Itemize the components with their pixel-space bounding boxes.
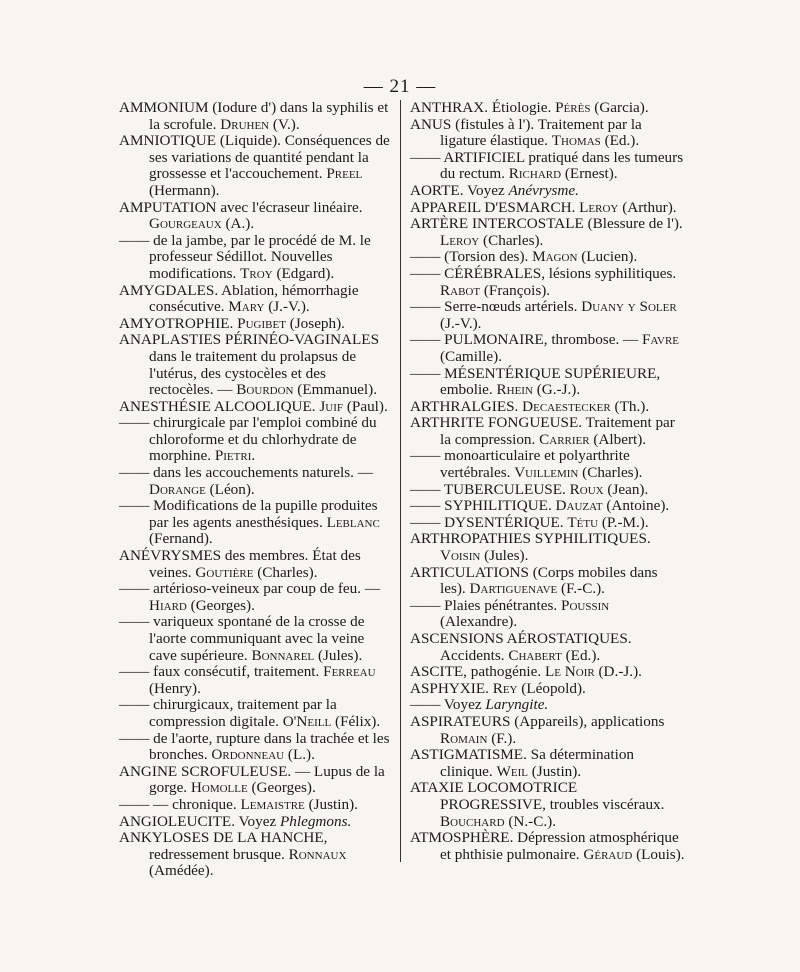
- entry-tail: (Paul).: [343, 397, 388, 415]
- index-entry: [410, 498, 686, 515]
- entry-author: Decaestecker: [522, 397, 611, 415]
- entry-tail: (Albert).: [589, 430, 647, 448]
- entry-tail: (V.).: [269, 115, 300, 133]
- index-entry: [119, 100, 391, 133]
- entry-text: (fistules à l'). Traitement par la ligature élastique.: [440, 115, 642, 150]
- entry-heading: APPAREIL: [410, 198, 481, 216]
- entry-text: AÉROSTATIQUES. Accidents.: [440, 630, 632, 664]
- entry-text: — chronique.: [149, 795, 241, 813]
- index-column-right: [410, 100, 686, 863]
- entry-heading: ——: [410, 148, 441, 166]
- entry-text: Voyez: [463, 181, 509, 199]
- entry-tail: (J.-V.).: [264, 298, 310, 316]
- entry-text: Voyez: [235, 812, 280, 830]
- entry-heading: ——: [119, 497, 150, 515]
- entry-text: FONGUEUSE. Traitement par la compression.: [440, 414, 675, 448]
- index-entry: [119, 764, 391, 797]
- entry-tail: (Edgard).: [272, 264, 335, 282]
- entry-author: Magon: [532, 248, 578, 266]
- entry-author: Dorange: [149, 480, 206, 498]
- entry-author: Carrier: [539, 430, 590, 448]
- entry-heading: ATMOSPHÈRE.: [410, 829, 514, 847]
- index-entry: [119, 581, 391, 614]
- entry-text: SYPHILITIQUES.: [530, 530, 651, 548]
- entry-heading: AORTE.: [410, 181, 464, 199]
- entry-tail: Phlegmons.: [280, 812, 352, 830]
- entry-author: O'Neill: [282, 712, 332, 730]
- entry-text: Modifications de la pupille produites par les agents anesthésiques.: [149, 497, 378, 531]
- entry-text: Plaies pénétrantes.: [440, 596, 561, 614]
- entry-tail: (Camille).: [440, 347, 502, 365]
- entry-author: Ordonneau: [211, 746, 285, 764]
- entry-tail: (Antoine).: [602, 497, 670, 515]
- entry-text: Dépression atmosphérique et phthisie pulmonaire.: [440, 829, 679, 863]
- entry-tail: (F.-C.).: [557, 580, 605, 598]
- entry-text: LOCOMOTRICE PROGRESSIVE, troubles viscéraux.: [440, 779, 665, 813]
- entry-heading: ——: [410, 298, 441, 316]
- entry-author: Preel: [326, 165, 363, 183]
- entry-author: Rhein: [496, 381, 533, 399]
- entry-text: Ablation, hémorrhagie consécutive.: [149, 281, 359, 316]
- entry-text: Étiologie.: [488, 99, 556, 116]
- column-divider: [400, 100, 401, 862]
- entry-author: Pietri: [214, 447, 252, 465]
- index-entry: [410, 332, 686, 365]
- index-entry: [410, 515, 686, 532]
- entry-heading: ASPIRATEURS: [410, 712, 511, 730]
- index-entry: [119, 332, 391, 398]
- entry-author: Juif: [319, 397, 344, 415]
- entry-author: Géraud: [583, 845, 633, 863]
- entry-author: Weil: [496, 762, 528, 780]
- index-entry: [119, 465, 391, 498]
- entry-author: Leblanc: [326, 513, 380, 531]
- entry-tail: (Justin).: [304, 795, 358, 813]
- entry-heading: ANGIOLEUCITE.: [119, 812, 235, 830]
- entry-tail: (Félix).: [331, 712, 381, 730]
- entry-author: Duany y Soler: [581, 298, 677, 316]
- entry-text: des membres. État des veines.: [149, 547, 361, 581]
- entry-author: Rey: [492, 679, 518, 697]
- entry-heading: ANAPLASTIES: [119, 331, 222, 349]
- entry-author: Pérès: [555, 99, 591, 116]
- index-entry: [410, 631, 686, 664]
- entry-tail: (L.).: [284, 746, 315, 764]
- entry-heading: ——: [119, 414, 150, 432]
- entry-text: Sa détermination clinique.: [440, 746, 635, 780]
- entry-author: Rabot: [440, 281, 481, 299]
- entry-heading: ANESTHÉSIE: [119, 397, 211, 415]
- entry-heading: AMPUTATION: [119, 198, 217, 216]
- entry-tail: (Louis).: [632, 845, 685, 863]
- entry-text: TUBERCULEUSE.: [440, 480, 570, 498]
- entry-text: artérioso-veineux par coup de feu. —: [149, 580, 381, 598]
- index-entry: [410, 681, 686, 698]
- entry-text: MÉSENTÉRIQUE SUPÉRIEURE, embolie.: [440, 364, 661, 399]
- entry-author: Dartiguenave: [469, 580, 558, 598]
- entry-author: Pugibet: [237, 314, 286, 332]
- entry-tail: (Jean).: [603, 480, 649, 498]
- entry-heading: AMYOTROPHIE.: [119, 314, 234, 332]
- entry-heading: ——: [410, 447, 441, 465]
- entry-text: (Torsion des).: [440, 248, 533, 266]
- entry-author: Thomas: [551, 132, 601, 150]
- index-entry: [410, 399, 686, 416]
- entry-author: Favre: [642, 331, 680, 349]
- entry-text: de l'aorte, rupture dans la trachée et les bronches.: [149, 729, 390, 764]
- entry-heading: ——: [410, 596, 441, 614]
- entry-author: Chabert: [508, 646, 562, 664]
- entry-heading: ——: [410, 248, 441, 266]
- entry-heading: ANKYLOSES: [119, 829, 210, 847]
- index-entry: [410, 117, 686, 150]
- entry-heading: ARTICULATIONS: [410, 563, 529, 581]
- entry-author: Richard: [508, 165, 562, 183]
- index-entry: [410, 664, 686, 681]
- index-entry: [410, 249, 686, 266]
- entry-heading: ——: [119, 580, 150, 598]
- entry-heading: ARTHRITE: [410, 414, 485, 432]
- entry-heading: ——: [119, 231, 150, 249]
- entry-heading: ——: [410, 497, 441, 515]
- index-entry: [410, 415, 686, 448]
- index-entry: [410, 830, 686, 863]
- index-entry: [119, 233, 391, 283]
- entry-tail: .: [251, 447, 256, 465]
- entry-text: SCROFULEUSE. — Lupus de la gorge.: [149, 762, 385, 797]
- entry-author: Lemaistre: [240, 795, 305, 813]
- entry-author: Hiard: [149, 596, 187, 614]
- entry-heading: AMYGDALES.: [119, 281, 219, 299]
- entry-tail: (Charles).: [578, 464, 643, 482]
- entry-text: faux consécutif, traitement.: [149, 663, 324, 681]
- entry-heading: ——: [119, 696, 150, 714]
- entry-tail: (Ed.).: [561, 646, 601, 664]
- index-entry: [119, 797, 391, 814]
- entry-text: chirurgicale par l'emploi combiné du chloroforme et du chlorhydrate de morphine.: [149, 414, 377, 465]
- entry-heading: ATAXIE: [410, 779, 464, 797]
- entry-text: (Liquide). Conséquences de ses variations de quantité pendant la grossesse et l'accouchement.: [149, 132, 390, 183]
- entry-author: Bouchard: [440, 812, 505, 830]
- index-entry: [119, 133, 391, 199]
- entry-author: Vuillemin: [514, 464, 579, 482]
- entry-author: Bourdon: [236, 381, 294, 399]
- entry-author: Dauzat: [555, 497, 603, 515]
- entry-text: (Corps mobiles dans les).: [440, 563, 658, 598]
- entry-heading: ASTIGMATISME.: [410, 746, 527, 764]
- entry-tail: (A.).: [221, 215, 255, 233]
- entry-tail: (Emmanuel).: [293, 381, 377, 399]
- entry-tail: (Charles).: [479, 231, 544, 249]
- entry-heading: ——: [410, 364, 441, 382]
- entry-heading: ARTHROPATHIES: [410, 530, 531, 548]
- entry-heading: ——: [410, 264, 441, 282]
- index-entry: [119, 697, 391, 730]
- entry-text: monoarticulaire et polyarthrite vertébrales.: [440, 447, 630, 482]
- entry-tail: (F.).: [487, 729, 517, 747]
- entry-heading: ASCENSIONS: [410, 630, 504, 647]
- entry-author: Leroy: [440, 231, 480, 249]
- index-entry: [410, 697, 686, 714]
- entry-heading: ARTHRALGIES.: [410, 397, 519, 415]
- entry-text: SYPHILITIQUE.: [440, 497, 556, 515]
- entry-tail: (G.-J.).: [532, 381, 581, 399]
- entry-heading: ANUS: [410, 115, 452, 133]
- entry-tail: (Ed.).: [600, 132, 640, 150]
- entry-heading: ——: [410, 331, 441, 349]
- index-entry: [119, 830, 391, 880]
- entry-tail: (Léopold).: [517, 679, 586, 697]
- entry-text: Serre-nœuds artériels.: [440, 298, 582, 316]
- entry-heading: ——: [410, 696, 441, 714]
- index-entry: [119, 498, 391, 548]
- entry-heading: ASCITE,: [410, 663, 467, 681]
- entry-text: chirurgicaux, traitement par la compression digitale.: [149, 696, 337, 730]
- entry-text: DYSENTÉRIQUE.: [440, 513, 568, 531]
- entry-tail: (Justin).: [527, 762, 582, 780]
- index-entry: [119, 731, 391, 764]
- index-entry: [410, 714, 686, 747]
- entry-tail: (D.-J.).: [594, 663, 642, 681]
- entry-tail: (Alexandre).: [440, 613, 518, 631]
- entry-author: Le Noir: [544, 663, 595, 681]
- index-entry: [119, 316, 391, 333]
- entry-tail: (Georges).: [247, 779, 316, 797]
- entry-text: PULMONAIRE, thrombose. —: [440, 331, 643, 349]
- entry-heading: ——: [410, 480, 441, 498]
- entry-heading: ——: [119, 729, 150, 747]
- index-entry: [410, 266, 686, 299]
- index-entry: [410, 366, 686, 399]
- entry-heading: ——: [119, 795, 150, 813]
- entry-heading: ANTHRAX.: [410, 99, 489, 116]
- entry-tail: (Ernest).: [561, 165, 618, 183]
- entry-tail: (Lucien).: [577, 248, 638, 266]
- entry-heading: ANGINE: [119, 762, 178, 780]
- entry-tail: (Jules).: [314, 646, 363, 664]
- entry-tail: (Th.).: [610, 397, 650, 415]
- entry-text: ALCOOLIQUE.: [210, 397, 320, 415]
- entry-heading: AMNIOTIQUE: [119, 132, 217, 150]
- entry-tail: (P.-M.).: [598, 513, 649, 531]
- index-column-left: [119, 100, 391, 880]
- entry-tail: (Joseph).: [285, 314, 345, 332]
- entry-text: variqueux spontané de la crosse de l'aorte communiquant avec la veine cave supérieure.: [149, 613, 365, 664]
- entry-author: Troy: [240, 264, 273, 282]
- index-entry: [410, 150, 686, 183]
- entry-tail: (François).: [480, 281, 551, 299]
- entry-heading: ——: [119, 613, 150, 631]
- entry-tail: Anévrysme.: [508, 181, 579, 199]
- index-entry: [410, 565, 686, 598]
- entry-text: ARTIFICIEL pratiqué dans les tumeurs du rectum.: [440, 148, 684, 183]
- entry-heading: ——: [119, 464, 150, 482]
- entry-heading: ASPHYXIE.: [410, 679, 489, 697]
- index-entry: [410, 780, 686, 830]
- entry-tail: (Henry).: [149, 679, 201, 697]
- entry-author: Ferreau: [323, 663, 376, 681]
- index-entry: [410, 200, 686, 217]
- entry-text: avec l'écraseur linéaire.: [216, 198, 363, 216]
- index-entry: [119, 283, 391, 316]
- entry-text: Voyez: [440, 696, 486, 714]
- entry-author: Poussin: [561, 596, 610, 614]
- entry-author: Leroy: [579, 198, 619, 216]
- entry-author: Gourgeaux: [149, 215, 222, 233]
- index-entry: [119, 548, 391, 581]
- entry-tail: (Charles).: [253, 563, 318, 581]
- entry-author: Roux: [569, 480, 604, 498]
- page-number: — 21 —: [363, 76, 437, 97]
- entry-text: DE LA HANCHE, redressement brusque.: [149, 829, 328, 863]
- index-entry: [119, 200, 391, 233]
- entry-tail: (N.-C.).: [504, 812, 556, 830]
- index-entry: [119, 614, 391, 664]
- entry-text: PÉRINÉO-VAGINALES dans le traitement du prolapsus de l'utérus, des cystocèles et des rectocèles. —: [149, 331, 380, 399]
- index-entry: [119, 415, 391, 465]
- entry-tail: (Fernand).: [149, 530, 213, 548]
- entry-tail: (Garcia).: [590, 99, 649, 116]
- entry-tail: (J.-V.).: [440, 314, 482, 332]
- entry-text: de la jambe, par le procédé de M. le professeur Sédillot. Nouvelles modifications.: [149, 231, 371, 282]
- entry-author: Homolle: [190, 779, 248, 797]
- entry-author: Druhen: [220, 115, 270, 133]
- index-entry: [119, 664, 391, 697]
- entry-tail: (Arthur).: [618, 198, 677, 216]
- entry-author: Romain: [440, 729, 488, 747]
- index-entry: [410, 531, 686, 564]
- index-entry: [410, 747, 686, 780]
- entry-heading: ARTÈRE: [410, 215, 469, 233]
- entry-tail: (Jules).: [480, 547, 529, 565]
- entry-author: Mary: [228, 298, 265, 316]
- index-entry: [119, 399, 391, 416]
- index-entry: [410, 183, 686, 200]
- index-entry: [410, 216, 686, 249]
- entry-text: INTERCOSTALE (Blessure de l').: [468, 215, 683, 233]
- entry-author: Ronnaux: [288, 845, 347, 863]
- index-entry: [410, 482, 686, 499]
- entry-tail: (Amédée).: [149, 862, 214, 880]
- entry-heading: ANÉVRYSMES: [119, 547, 222, 565]
- entry-text: D'ESMARCH.: [480, 198, 580, 216]
- entry-tail: (Léon).: [205, 480, 255, 498]
- entry-text: (Iodure d') dans la syphilis et la scrofule.: [149, 99, 389, 133]
- entry-author: Tétu: [567, 513, 599, 531]
- entry-heading: ——: [410, 513, 441, 531]
- index-entry: [410, 299, 686, 332]
- index-entry: [119, 814, 391, 831]
- entry-heading: ——: [119, 663, 150, 681]
- entry-tail: Laryngite.: [485, 696, 549, 714]
- entry-author: Goutière: [195, 563, 254, 581]
- entry-heading: AMMONIUM: [119, 99, 209, 116]
- entry-author: Voisin: [440, 547, 481, 565]
- index-entry: [410, 448, 686, 481]
- entry-text: dans les accouchements naturels. —: [149, 464, 373, 482]
- entry-author: Bonnarel: [251, 646, 315, 664]
- entry-tail: (Hermann).: [149, 181, 220, 199]
- index-entry: [410, 100, 686, 117]
- index-entry: [410, 598, 686, 631]
- entry-text: (Appareils), applications: [510, 712, 665, 730]
- entry-tail: (Georges).: [186, 596, 255, 614]
- entry-text: CÉRÉBRALES, lésions syphilitiques.: [440, 264, 677, 282]
- entry-text: pathogénie.: [466, 663, 545, 681]
